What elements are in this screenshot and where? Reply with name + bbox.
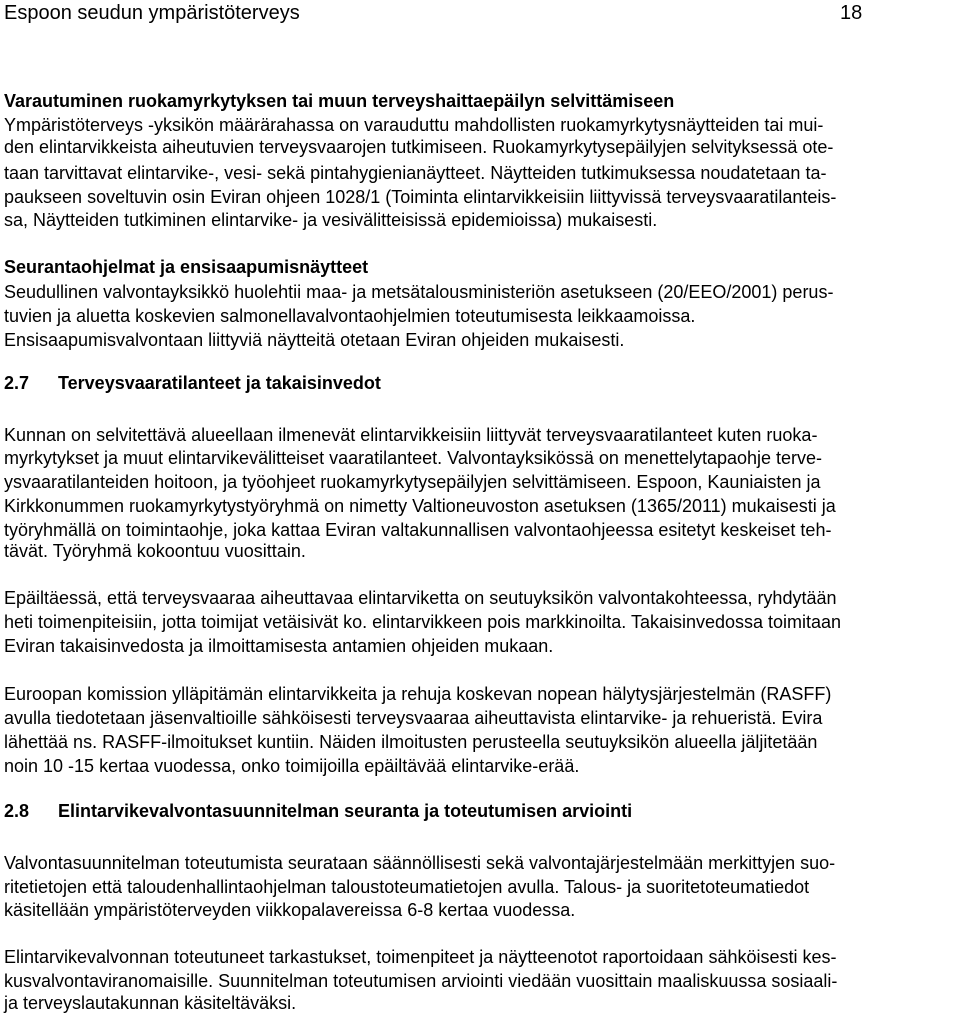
paragraph-line: Kirkkonummen ruokamyrkytystyöryhmä on nimetty Valtioneuvoston asetuksen (1365/2011) mukaisesti ja	[4, 496, 836, 516]
paragraph-line: ysvaaratilanteiden hoitoon, ja työohjeet ruokamyrkytysepäilyjen selvittämiseen. Espoon, Kauniaisten ja	[4, 472, 821, 492]
paragraph-line: noin 10 -15 kertaa vuodessa, onko toimijoilla epäiltävää elintarvike-erää.	[4, 756, 580, 776]
paragraph-line: avulla tiedotetaan jäsenvaltioille sähköisesti terveysvaaraa aiheuttavista elintarvike- ja rehueristä. Evira	[4, 708, 823, 728]
paragraph-line: sa, Näytteiden tutkiminen elintarvike- ja vesivälitteisissä epidemioissa) mukaisesti.	[4, 210, 658, 230]
paragraph-line: Seudullinen valvontayksikkö huolehtii maa- ja metsätalousministeriön asetukseen (20/EEO/2001) perus-	[4, 282, 834, 302]
section-number-2-8: 2.8	[4, 801, 30, 821]
paragraph-line: ritetietojen että taloudenhallintaohjelman taloustoteumatietojen avulla. Talous- ja suoritetoteumatiedot	[4, 877, 810, 897]
paragraph-line: Euroopan komission ylläpitämän elintarvikkeita ja rehuja koskevan nopean hälytysjärjestelmän (RASFF)	[4, 684, 832, 704]
paragraph-line: den elintarvikkeista aiheutuvien terveysvaarojen tutkimiseen. Ruokamyrkytysepäilyjen selvityksessä ote-	[4, 137, 834, 157]
paragraph-line: ja terveyslautakunnan käsiteltäväksi.	[4, 993, 297, 1013]
paragraph-line: käsitellään ympäristöterveyden viikkopalavereissa 6-8 kertaa vuodessa.	[4, 900, 576, 920]
page-number: 18	[840, 2, 863, 24]
paragraph-line: Ympäristöterveys -yksikön määrärahassa on varauduttu mahdollisten ruokamyrkytysnäytteiden tai mui-	[4, 115, 824, 135]
section-heading-2-7: Terveysvaaratilanteet ja takaisinvedot	[58, 373, 381, 393]
section-number-2-7: 2.7	[4, 373, 30, 393]
paragraph-line: työryhmällä on toimintaohje, joka kattaa Eviran valtakunnallisen valvontaohjeessa esitetyt keskeiset teh-	[4, 520, 832, 540]
paragraph-line: heti toimenpiteisiin, jotta toimijat vetäisivät ko. elintarvikkeen pois markkinoilta. Takaisinvedossa toimitaan	[4, 612, 842, 632]
paragraph-line: Ensisaapumisvalvontaan liittyviä näytteitä otetaan Eviran ohjeiden mukaisesti.	[4, 330, 625, 350]
paragraph-line: Eviran takaisinvedosta ja ilmoittamisesta antamien ohjeiden mukaan.	[4, 636, 554, 656]
paragraph-line: Epäiltäessä, että terveysvaaraa aiheuttavaa elintarviketta on seutuyksikön valvontakohteessa, ryhdytään	[4, 588, 837, 608]
section-heading-2-8: Elintarvikevalvontasuunnitelman seuranta ja toteutumisen arviointi	[58, 801, 633, 821]
subheading-varautuminen: Varautuminen ruokamyrkytyksen tai muun terveyshaittaepäilyn selvittämiseen	[4, 91, 675, 111]
paragraph-line: taan tarvittavat elintarvike-, vesi- sekä pintahygienianäytteet. Näytteiden tutkimuksessa noudatetaan ta-	[4, 163, 827, 183]
running-header-title: Espoon seudun ympäristöterveys	[4, 2, 300, 24]
paragraph-line: Kunnan on selvitettävä alueellaan ilmenevät elintarvikkeisiin liittyvät terveysvaaratilanteet kuten ruoka-	[4, 425, 818, 445]
subheading-seurantaohjelmat: Seurantaohjelmat ja ensisaapumisnäytteet	[4, 257, 369, 277]
paragraph-line: paukseen soveltuvin osin Eviran ohjeen 1028/1 (Toiminta elintarvikkeisiin liittyvissä terveysvaaratilanteis-	[4, 187, 837, 207]
paragraph-line: kusvalvontaviranomaisille. Suunnitelman toteutumisen arviointi viedään vuosittain maaliskuussa sosiaali-	[4, 971, 838, 991]
paragraph-line: Elintarvikevalvonnan toteutuneet tarkastukset, toimenpiteet ja näytteenotot raportoidaan sähköisesti kes-	[4, 947, 837, 967]
paragraph-line: myrkytykset ja muut elintarvikevälitteiset vaaratilanteet. Valvontayksikössä on menettelytapaohje terve-	[4, 448, 823, 468]
paragraph-line: tävät. Työryhmä kokoontuu vuosittain.	[4, 541, 306, 561]
paragraph-line: tuvien ja aluetta koskevien salmonellavalvontaohjelmien toteutumisesta leikkaamoissa.	[4, 306, 696, 326]
paragraph-line: Valvontasuunnitelman toteutumista seurataan säännöllisesti sekä valvontajärjestelmään merkittyjen suo-	[4, 853, 836, 873]
paragraph-line: lähettää ns. RASFF-ilmoitukset kuntiin. Näiden ilmoitusten perusteella seutuyksikön alueella jäljitetään	[4, 732, 818, 752]
